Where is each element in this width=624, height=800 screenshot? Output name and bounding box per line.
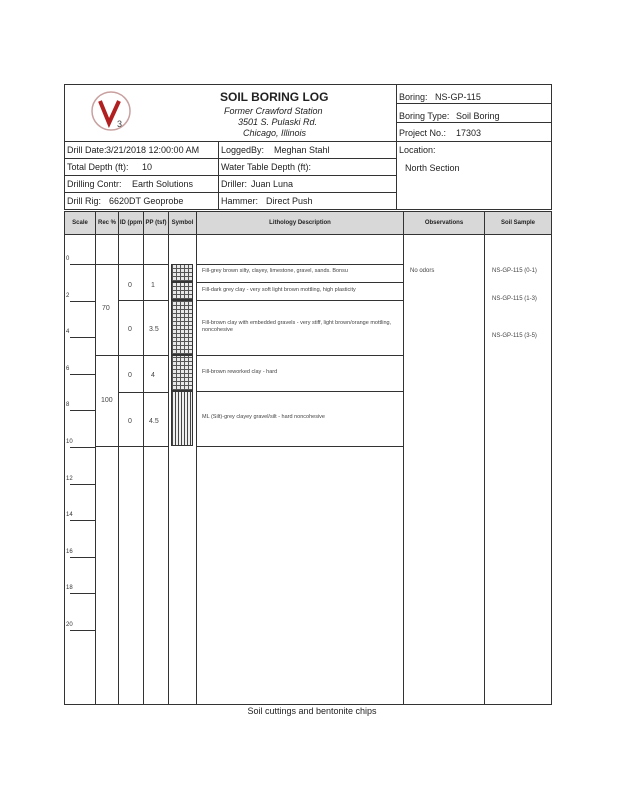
sample-id: NS-GP-115 (3-5) xyxy=(492,333,537,339)
scale-tick xyxy=(70,264,95,265)
pid-value: 0 xyxy=(128,418,132,425)
lithology-description: Fill-brown reworked clay - hard xyxy=(202,369,278,375)
log-table xyxy=(64,211,552,705)
site-name: Former Crawford Station xyxy=(224,106,323,116)
silt-symbol xyxy=(171,391,193,446)
rig-value: 6620DT Geoprobe xyxy=(109,196,184,206)
boring-value: NS-GP-115 xyxy=(435,92,481,102)
rig-label: Drill Rig: xyxy=(67,196,102,206)
hammer-label: Hammer: xyxy=(221,196,259,206)
fill-symbol xyxy=(171,300,193,355)
scale-tick xyxy=(70,447,95,448)
scale-label: 14 xyxy=(66,512,73,519)
driller-value: Juan Luna xyxy=(251,179,294,189)
hammer-value: Direct Push xyxy=(266,196,313,206)
col-scale: Scale xyxy=(65,212,95,234)
logged-by-value: Meghan Stahl xyxy=(274,145,330,155)
pid-value: 0 xyxy=(128,326,132,333)
rec-value: 70 xyxy=(102,305,110,312)
col-rec: Rec % xyxy=(96,212,118,234)
drill-date-value: 3/21/2018 12:00:00 AM xyxy=(106,145,200,155)
page-title: SOIL BORING LOG xyxy=(220,90,329,104)
svg-text:3: 3 xyxy=(117,119,123,129)
col-pid: ID (ppm xyxy=(119,212,143,234)
observation: No odors xyxy=(410,268,435,274)
scale-label: 12 xyxy=(66,475,73,482)
scale-tick xyxy=(70,630,95,631)
logged-by-label: LoggedBy: xyxy=(221,145,265,155)
scale-label: 20 xyxy=(66,622,73,628)
scale-label: 8 xyxy=(66,402,70,409)
rec-value: 100 xyxy=(101,397,113,404)
drill-date-label: Drill Date: xyxy=(67,145,107,155)
scale-tick xyxy=(70,484,95,485)
scale-label: 16 xyxy=(66,548,73,555)
col-pp: PP (tsf) xyxy=(144,212,168,234)
scale-tick xyxy=(70,410,95,411)
scale-label: 18 xyxy=(66,585,73,592)
col-lithology: Lithology Description xyxy=(197,212,403,234)
pp-value: 4.5 xyxy=(149,418,159,425)
sample-id: NS-GP-115 (0-1) xyxy=(492,268,537,274)
pid-value: 0 xyxy=(128,282,132,289)
lithology-description: Fill-dark grey clay - very soft light brown mottling, high plasticity xyxy=(202,287,356,293)
col-sample: Soil Sample xyxy=(485,212,551,234)
contractor-value: Earth Solutions xyxy=(132,179,194,189)
location-label: Location: xyxy=(399,145,436,155)
footer-note: Soil cuttings and bentonite chips xyxy=(247,706,377,716)
fill-symbol xyxy=(171,282,193,300)
sample-id: NS-GP-115 (1-3) xyxy=(492,296,537,302)
scale-label: 4 xyxy=(66,329,70,336)
lithology-description: Fill-grey brown silty, clayey, limestone, gravel, sands. Bonsu xyxy=(202,268,348,274)
site-city: Chicago, Illinois xyxy=(243,128,307,138)
total-depth-value: 10 xyxy=(142,162,153,172)
pp-value: 4 xyxy=(151,372,155,379)
contractor-label: Drilling Contr: xyxy=(67,179,122,189)
location-value: North Section xyxy=(405,163,460,173)
water-table-label: Water Table Depth (ft): xyxy=(221,162,312,172)
project-label: Project No.: xyxy=(399,128,447,138)
scale-tick xyxy=(70,520,95,521)
scale-label: 10 xyxy=(66,439,73,445)
fill-symbol xyxy=(171,264,193,282)
scale-tick xyxy=(70,557,95,558)
fill-symbol xyxy=(171,355,193,391)
pp-value: 1 xyxy=(151,282,155,289)
scale-label: 2 xyxy=(66,292,70,299)
col-observations: Observations xyxy=(404,212,484,234)
lithology-description: Fill-brown clay with embedded gravels - very stiff, light brown/orange mottling, noncohesive xyxy=(202,320,392,333)
boring-label: Boring: xyxy=(399,92,428,102)
scale-label: 6 xyxy=(66,365,70,372)
driller-label: Driller: xyxy=(221,179,247,189)
pid-value: 0 xyxy=(128,372,132,379)
scale-label: 0 xyxy=(66,256,70,262)
scale-tick xyxy=(70,374,95,375)
lithology-description: ML (Silt)-grey clayey gravel/silt - hard noncohesive xyxy=(202,414,325,420)
scale-tick xyxy=(70,593,95,594)
scale-tick xyxy=(70,337,95,338)
scale-tick xyxy=(70,301,95,302)
site-address: 3501 S. Pulaski Rd. xyxy=(238,117,318,127)
col-symbol: Symbol xyxy=(169,212,196,234)
total-depth-label: Total Depth (ft): xyxy=(67,162,129,172)
boring-type-value: Soil Boring xyxy=(456,111,500,121)
project-value: 17303 xyxy=(456,128,482,138)
boring-type-label: Boring Type: xyxy=(399,111,450,121)
pp-value: 3.5 xyxy=(149,326,159,333)
